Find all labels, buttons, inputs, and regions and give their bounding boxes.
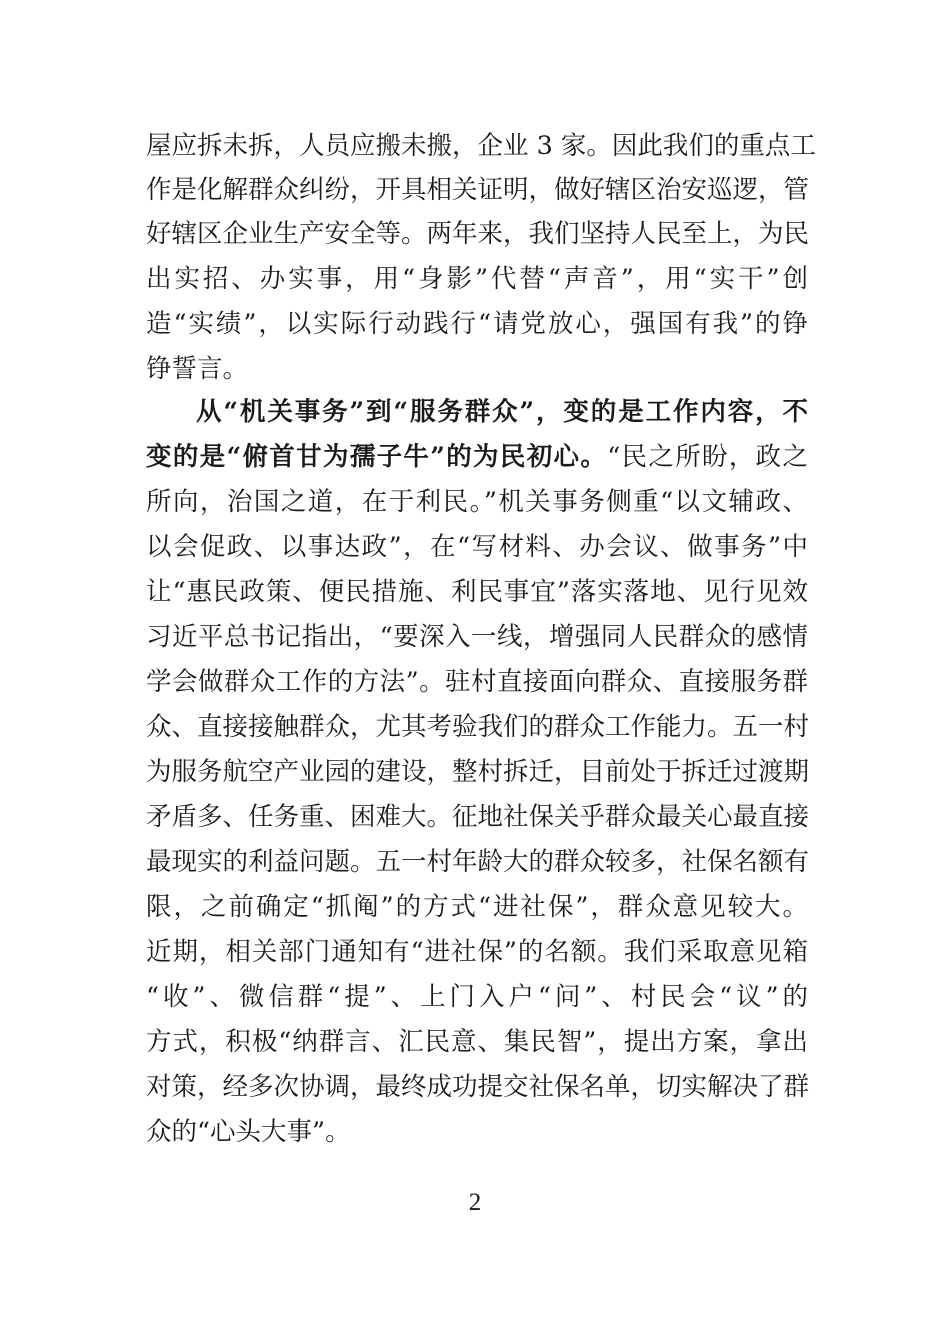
text-line: 限，之前确定“抓阄”的方式“进社保”，群众意见较大。 — [146, 892, 808, 922]
text-line: 铮誓言。 — [146, 354, 249, 384]
text-line: 以会促政、以事达政”，在“写材料、办会议、做事务”中 — [146, 532, 808, 562]
text-line: 方式，积极“纳群言、汇民意、集民智”，提出方案，拿出 — [146, 1027, 808, 1057]
text-line: 为服务航空产业园的建设，整村拆迁，目前处于拆迁过渡期 — [146, 757, 810, 787]
text-line: 众、直接接触群众，尤其考验我们的群众工作能力。五一村 — [146, 712, 810, 742]
mixed-heading-line — [146, 435, 808, 479]
text-line: 众的“心头大事”。 — [146, 1117, 351, 1147]
text-line: 让“惠民政策、便民措施、利民事宜”落实落地、见行见效 — [146, 577, 808, 607]
text-line: 出实招、办实事，用“身影”代替“声音”，用“实干”创 — [146, 264, 808, 294]
text-line: 好辖区企业生产安全等。两年来，我们坚持人民至上，为民 — [146, 219, 810, 249]
bold-heading-text: 变的是“俯首甘为孺子牛”的为民初心。 — [146, 442, 608, 472]
text-line: 屋应拆未拆，人员应搬未搬，企业 3 家。因此我们的重点工 — [146, 131, 816, 161]
text-line: 习近平总书记指出，“要深入一线，增强同人民群众的感情 — [146, 622, 808, 652]
text-line: 造“实绩”，以实际行动践行“请党放心，强国有我”的铮 — [146, 309, 808, 339]
text-line: 近期，相关部门通知有“进社保”的名额。我们采取意见箱 — [146, 937, 808, 967]
text-line: 矛盾多、任务重、困难大。征地社保关乎群众最关心最直接 — [146, 802, 810, 832]
bold-heading-line: 从“机关事务”到“服务群众”，变的是工作内容，不 — [196, 397, 808, 427]
text-line: 学会做群众工作的方法”。驻村直接面向群众、直接服务群 — [146, 667, 808, 697]
text-line: 对策，经多次协调，最终成功提交社保名单，切实解决了群 — [146, 1072, 810, 1102]
text-line: “收”、微信群“提”、上门入户“问”、村民会“议”的 — [146, 982, 808, 1012]
text-line: 作是化解群众纠纷，开具相关证明，做好辖区治安巡逻，管 — [146, 175, 810, 205]
text-line: 最现实的利益问题。五一村年龄大的群众较多，社保名额有 — [146, 847, 810, 877]
quote-text: “民之所盼，政之 — [607, 442, 808, 472]
text-line: 所向，治国之道，在于利民。”机关事务侧重“以文辅政、 — [146, 487, 808, 517]
page-number: 2 — [468, 1189, 482, 1216]
